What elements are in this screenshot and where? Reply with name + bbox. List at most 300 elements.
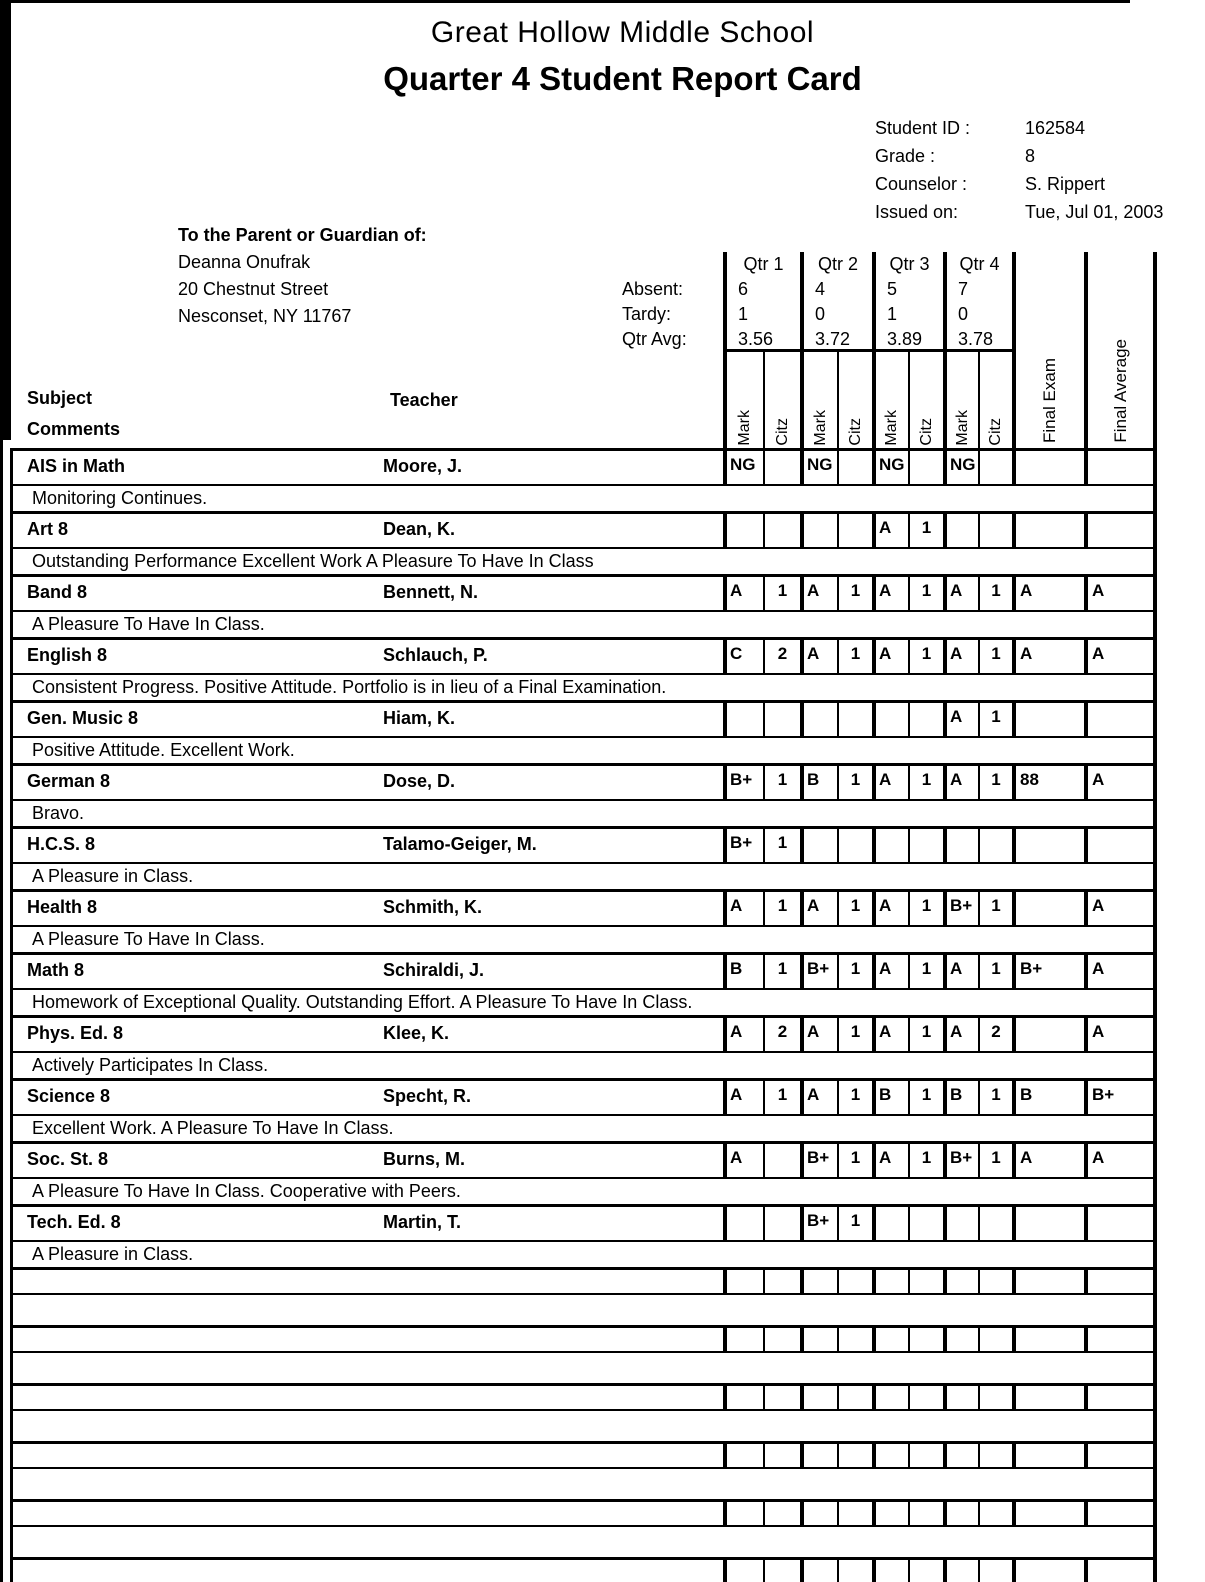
final-average-label: Final Average xyxy=(1110,339,1130,443)
q1-mark-cell xyxy=(723,703,763,736)
comment-row xyxy=(13,925,1153,952)
marks-grid xyxy=(723,892,1153,925)
q4-mark-cell xyxy=(943,829,978,862)
q4-mark-cell: A xyxy=(943,955,978,988)
final-exam-cell xyxy=(1012,1560,1084,1582)
q3-mark-cell: A xyxy=(872,892,908,925)
q3-mark-cell xyxy=(872,703,908,736)
final-exam-cell xyxy=(1012,703,1084,736)
q2-mark-cell: A xyxy=(800,1081,837,1114)
q2-citz-header xyxy=(837,352,872,448)
q4-mark-cell xyxy=(943,1502,978,1525)
teacher-cell: Klee, K. xyxy=(383,1023,450,1043)
q1-citz-cell: 1 xyxy=(763,577,800,610)
final-exam-label: Final Exam xyxy=(1040,357,1059,443)
q2-citz-cell: 1 xyxy=(837,892,872,925)
q3-mark-cell xyxy=(872,1207,908,1240)
marks-grid xyxy=(723,1386,1153,1409)
q1-citz-cell: 1 xyxy=(763,766,800,799)
subject-cell: AIS in Math xyxy=(27,456,125,476)
q1-citz-cell: 1 xyxy=(763,892,800,925)
q4-citz-cell: 1 xyxy=(978,577,1012,610)
table-row xyxy=(13,763,1153,799)
q1-citz-cell: 2 xyxy=(763,640,800,673)
comment-row xyxy=(13,610,1153,637)
q3-mark-cell: A xyxy=(872,766,908,799)
table-row xyxy=(13,1383,1153,1409)
q2-citz-cell: 1 xyxy=(837,1081,872,1114)
comment-row xyxy=(13,547,1153,574)
q1-citz-cell xyxy=(763,1560,800,1582)
q3-citz-cell xyxy=(908,451,943,484)
q1-mark-cell: A xyxy=(723,577,763,610)
marks-grid xyxy=(723,1328,1153,1351)
q1-mark-cell: B xyxy=(723,955,763,988)
q1-citz-cell xyxy=(763,1444,800,1467)
q3-mark-cell: NG xyxy=(872,451,908,484)
final-exam-cell: A xyxy=(1012,1144,1084,1177)
subject-cell: Health 8 xyxy=(27,897,98,917)
comment-text: A Pleasure To Have In Class. xyxy=(32,929,265,949)
final-average-cell xyxy=(1084,1444,1153,1467)
teacher-cell: Schiraldi, J. xyxy=(383,960,485,980)
q2-citz-cell xyxy=(837,1328,872,1351)
q4-mark-cell: B+ xyxy=(943,892,978,925)
q3-mark-cell xyxy=(872,1502,908,1525)
comment-row xyxy=(13,1467,1153,1499)
final-exam-cell: B+ xyxy=(1012,955,1084,988)
counselor-label: Counselor : xyxy=(875,174,968,194)
q2-mark-cell xyxy=(800,829,837,862)
tardy-label: Tardy: xyxy=(622,304,672,324)
table-row xyxy=(13,1267,1153,1293)
marks-grid xyxy=(723,1018,1153,1051)
q3-citz-cell: 1 xyxy=(908,1018,943,1051)
q4-citz-cell xyxy=(978,1444,1012,1467)
comment-text: A Pleasure To Have In Class. xyxy=(32,614,265,634)
issued-row xyxy=(875,202,1163,230)
q2-mark-cell: A xyxy=(800,577,837,610)
teacher-cell: Dose, D. xyxy=(383,771,456,791)
final-average-cell xyxy=(1084,1560,1153,1582)
q4-citz-cell: 2 xyxy=(978,1018,1012,1051)
absent-label: Absent: xyxy=(622,279,684,299)
marks-grid xyxy=(723,829,1153,862)
recipient-heading: To the Parent or Guardian of: xyxy=(178,225,427,245)
marks-grid xyxy=(723,1270,1153,1293)
q1-mark-cell: A xyxy=(723,1018,763,1051)
issued-label: Issued on: xyxy=(875,202,959,222)
comment-row xyxy=(13,1525,1153,1557)
recipient-name: Deanna Onufrak xyxy=(178,252,311,272)
q3-citz-cell xyxy=(908,1444,943,1467)
final-average-cell: A xyxy=(1084,1018,1153,1051)
subject-cell: German 8 xyxy=(27,771,111,791)
recipient-address-line1: 20 Chestnut Street xyxy=(178,279,329,299)
table-row xyxy=(13,1557,1153,1582)
q2-mark-cell: B+ xyxy=(800,955,837,988)
teacher-cell: Burns, M. xyxy=(383,1149,466,1169)
q2-citz-cell: 1 xyxy=(837,1144,872,1177)
q3-mark-cell xyxy=(872,829,908,862)
q3-citz-cell xyxy=(908,1328,943,1351)
q3-mark-cell: A xyxy=(872,640,908,673)
q4-mark-cell xyxy=(943,1444,978,1467)
q1-citz-cell: 1 xyxy=(763,1081,800,1114)
table-row xyxy=(13,826,1153,862)
citz-label: Citz xyxy=(917,418,935,446)
subject-cell: Science 8 xyxy=(27,1086,111,1106)
student-id-label: Student ID : xyxy=(875,118,971,138)
final-average-cell: A xyxy=(1084,766,1153,799)
grades-header-grid xyxy=(723,252,1157,448)
student-info-block xyxy=(875,118,1163,230)
student-id-value: 162584 xyxy=(1025,118,1086,138)
marks-grid xyxy=(723,766,1153,799)
final-exam-cell: 88 xyxy=(1012,766,1084,799)
q1-citz-cell: 1 xyxy=(763,829,800,862)
quarter-1-avg: 3.56 xyxy=(738,329,774,349)
school-name: Great Hollow Middle School xyxy=(430,16,815,49)
q1-mark-cell: B+ xyxy=(723,829,763,862)
table-row xyxy=(13,637,1153,673)
q3-mark-cell: B xyxy=(872,1081,908,1114)
q1-mark-cell xyxy=(723,1502,763,1525)
q4-citz-cell: 1 xyxy=(978,640,1012,673)
recipient-address-line2: Nesconset, NY 11767 xyxy=(178,306,352,326)
q3-citz-header xyxy=(908,352,943,448)
teacher-cell: Schmith, K. xyxy=(383,897,483,917)
q1-citz-cell xyxy=(763,1207,800,1240)
table-row xyxy=(13,889,1153,925)
q4-citz-cell: 1 xyxy=(978,1081,1012,1114)
q4-citz-cell: 1 xyxy=(978,703,1012,736)
q3-mark-cell xyxy=(872,1560,908,1582)
comment-text: Positive Attitude. Excellent Work. xyxy=(32,740,295,760)
comment-row xyxy=(13,862,1153,889)
q4-mark-cell: A xyxy=(943,766,978,799)
quarter-2-absent: 4 xyxy=(815,279,826,299)
subject-cell: Gen. Music 8 xyxy=(27,708,139,728)
teacher-cell: Martin, T. xyxy=(383,1212,462,1232)
attendance-labels xyxy=(622,277,687,352)
q4-citz-cell xyxy=(978,514,1012,547)
q4-citz-cell: 1 xyxy=(978,892,1012,925)
final-average-cell: A xyxy=(1084,892,1153,925)
comment-text: Consistent Progress. Positive Attitude. Portfolio is in lieu of a Final Examination. xyxy=(32,677,667,697)
q3-citz-cell xyxy=(908,829,943,862)
q4-mark-cell: A xyxy=(943,577,978,610)
q2-mark-cell: A xyxy=(800,1018,837,1051)
comment-text: A Pleasure in Class. xyxy=(32,1244,194,1264)
quarter-3-absent: 5 xyxy=(887,279,898,299)
quarter-4-tardy: 0 xyxy=(958,304,969,324)
q2-citz-cell xyxy=(837,1386,872,1409)
q1-citz-cell xyxy=(763,703,800,736)
mark-label: Mark xyxy=(883,410,900,446)
q4-citz-cell xyxy=(978,1560,1012,1582)
final-exam-cell: A xyxy=(1012,640,1084,673)
subject-cell: Tech. Ed. 8 xyxy=(27,1212,121,1232)
table-row xyxy=(13,952,1153,988)
mark-label: Mark xyxy=(736,410,753,446)
comment-text: A Pleasure in Class. xyxy=(32,866,194,886)
quarter-3-label: Qtr 3 xyxy=(889,254,930,274)
q1-mark-cell: B+ xyxy=(723,766,763,799)
q1-citz-cell xyxy=(763,1386,800,1409)
q3-mark-cell xyxy=(872,1270,908,1293)
q3-citz-cell xyxy=(908,1207,943,1240)
q3-mark-cell: A xyxy=(872,955,908,988)
quarter-4-box xyxy=(943,252,1012,352)
q4-citz-cell xyxy=(978,1207,1012,1240)
q2-mark-cell xyxy=(800,1328,837,1351)
q4-mark-cell: A xyxy=(943,640,978,673)
q4-mark-cell: NG xyxy=(943,451,978,484)
q3-citz-cell: 1 xyxy=(908,955,943,988)
q2-citz-cell: 1 xyxy=(837,640,872,673)
q1-mark-cell xyxy=(723,1270,763,1293)
q1-mark-cell xyxy=(723,1560,763,1582)
marks-grid xyxy=(723,514,1153,547)
q1-citz-cell: 2 xyxy=(763,1018,800,1051)
table-row xyxy=(13,1141,1153,1177)
q2-mark-header xyxy=(800,352,837,448)
final-average-cell xyxy=(1084,451,1153,484)
q2-mark-cell: B xyxy=(800,766,837,799)
q4-citz-cell xyxy=(978,1502,1012,1525)
comment-text: Bravo. xyxy=(32,803,85,823)
final-exam-cell xyxy=(1012,1386,1084,1409)
quarter-3-box xyxy=(872,252,943,352)
final-exam-cell: B xyxy=(1012,1081,1084,1114)
comment-row xyxy=(13,1051,1153,1078)
quarter-3-tardy: 1 xyxy=(887,304,898,324)
q1-citz-cell: 1 xyxy=(763,955,800,988)
q3-citz-cell xyxy=(908,1502,943,1525)
scan-artifact-left-thin xyxy=(0,440,3,1582)
q2-mark-cell xyxy=(800,1386,837,1409)
final-exam-cell xyxy=(1012,1270,1084,1293)
comment-text: Outstanding Performance Excellent Work A Pleasure To Have In Class xyxy=(32,551,594,571)
subject-cell: Math 8 xyxy=(27,960,85,980)
table-row xyxy=(13,448,1153,484)
q2-citz-cell xyxy=(837,829,872,862)
q4-mark-cell xyxy=(943,1270,978,1293)
q3-citz-cell: 1 xyxy=(908,1144,943,1177)
subject-column-header: Subject xyxy=(27,388,93,408)
q4-citz-cell: 1 xyxy=(978,1144,1012,1177)
q4-citz-cell xyxy=(978,1328,1012,1351)
q2-citz-cell xyxy=(837,1444,872,1467)
qtr-avg-label: Qtr Avg: xyxy=(622,329,687,349)
teacher-cell: Dean, K. xyxy=(383,519,456,539)
q2-citz-cell xyxy=(837,1270,872,1293)
q2-mark-cell xyxy=(800,1502,837,1525)
comment-row xyxy=(13,1177,1153,1204)
teacher-cell: Talamo-Geiger, M. xyxy=(383,834,537,854)
teacher-cell: Hiam, K. xyxy=(383,708,456,728)
q1-citz-header xyxy=(763,352,800,448)
q2-mark-cell: A xyxy=(800,892,837,925)
comment-row xyxy=(13,988,1153,1015)
student-id-row xyxy=(875,118,1163,146)
table-row xyxy=(13,574,1153,610)
grade-value: 8 xyxy=(1025,146,1036,166)
citz-label: Citz xyxy=(773,418,791,446)
q2-mark-cell xyxy=(800,1444,837,1467)
q1-citz-cell xyxy=(763,451,800,484)
comment-row xyxy=(13,799,1153,826)
table-row xyxy=(13,700,1153,736)
subject-cell: Phys. Ed. 8 xyxy=(27,1023,124,1043)
comments-column-header: Comments xyxy=(27,419,121,439)
comment-text: Excellent Work. A Pleasure To Have In Class. xyxy=(32,1118,394,1138)
q4-citz-cell xyxy=(978,1386,1012,1409)
grade-label: Grade : xyxy=(875,146,936,166)
marks-grid xyxy=(723,1144,1153,1177)
subject-cell: H.C.S. 8 xyxy=(27,834,96,854)
q3-citz-cell: 1 xyxy=(908,766,943,799)
q4-mark-cell: B xyxy=(943,1081,978,1114)
marks-grid xyxy=(723,451,1153,484)
q3-mark-cell: A xyxy=(872,514,908,547)
final-average-cell xyxy=(1084,829,1153,862)
q3-mark-cell xyxy=(872,1444,908,1467)
final-exam-cell: A xyxy=(1012,577,1084,610)
teacher-cell: Specht, R. xyxy=(383,1086,472,1106)
final-exam-cell xyxy=(1012,1502,1084,1525)
final-exam-cell xyxy=(1012,1207,1084,1240)
subject-cell: Band 8 xyxy=(27,582,88,602)
q2-citz-cell: 1 xyxy=(837,1207,872,1240)
grades-table-body xyxy=(10,448,1157,1582)
citz-label: Citz xyxy=(846,418,864,446)
final-exam-column-header xyxy=(1012,252,1084,448)
quarter-1-label: Qtr 1 xyxy=(743,254,784,274)
final-average-cell xyxy=(1084,703,1153,736)
comment-row xyxy=(13,673,1153,700)
comment-text: Monitoring Continues. xyxy=(32,488,208,508)
final-average-cell: A xyxy=(1084,577,1153,610)
marks-grid xyxy=(723,703,1153,736)
table-row xyxy=(13,1441,1153,1467)
q3-citz-cell xyxy=(908,1270,943,1293)
quarter-1-absent: 6 xyxy=(738,279,749,299)
quarter-1-box xyxy=(723,252,800,352)
comment-row xyxy=(13,484,1153,511)
marks-grid xyxy=(723,1560,1153,1582)
q2-citz-cell xyxy=(837,451,872,484)
quarter-2-label: Qtr 2 xyxy=(817,254,858,274)
q1-mark-cell xyxy=(723,1207,763,1240)
final-average-cell: A xyxy=(1084,955,1153,988)
q1-citz-cell xyxy=(763,1144,800,1177)
grade-row xyxy=(875,146,1163,174)
q2-citz-cell xyxy=(837,1560,872,1582)
q1-mark-cell: NG xyxy=(723,451,763,484)
q4-mark-cell xyxy=(943,1328,978,1351)
marks-grid xyxy=(723,955,1153,988)
q3-citz-cell xyxy=(908,703,943,736)
quarter-2-box xyxy=(800,252,872,352)
comment-row xyxy=(13,736,1153,763)
q2-mark-cell xyxy=(800,703,837,736)
q3-citz-cell: 1 xyxy=(908,640,943,673)
comment-text: Homework of Exceptional Quality. Outstanding Effort. A Pleasure To Have In Class. xyxy=(32,992,693,1012)
marks-grid xyxy=(723,1081,1153,1114)
q2-citz-cell xyxy=(837,703,872,736)
q3-mark-cell: A xyxy=(872,1144,908,1177)
q1-mark-cell xyxy=(723,514,763,547)
comment-text: A Pleasure To Have In Class. Cooperative with Peers. xyxy=(32,1181,461,1201)
q3-mark-cell: A xyxy=(872,577,908,610)
teacher-cell: Bennett, N. xyxy=(383,582,479,602)
q4-mark-cell xyxy=(943,1207,978,1240)
comment-row xyxy=(13,1409,1153,1441)
table-row xyxy=(13,1499,1153,1525)
table-row xyxy=(13,1325,1153,1351)
comment-row xyxy=(13,1240,1153,1267)
final-exam-cell xyxy=(1012,514,1084,547)
q3-mark-header xyxy=(872,352,908,448)
final-average-cell xyxy=(1084,1328,1153,1351)
citz-label: Citz xyxy=(987,418,1004,446)
q4-mark-header xyxy=(943,352,978,448)
q2-citz-cell: 1 xyxy=(837,1018,872,1051)
mark-label: Mark xyxy=(811,410,829,446)
q1-mark-cell: A xyxy=(723,892,763,925)
final-exam-cell xyxy=(1012,829,1084,862)
q4-citz-cell xyxy=(978,829,1012,862)
mark-label: Mark xyxy=(953,410,971,446)
q4-mark-cell: B+ xyxy=(943,1144,978,1177)
q3-citz-cell xyxy=(908,1386,943,1409)
q1-citz-cell xyxy=(763,1328,800,1351)
q3-mark-cell xyxy=(872,1328,908,1351)
teacher-cell: Schlauch, P. xyxy=(383,645,488,665)
q1-mark-cell xyxy=(723,1386,763,1409)
final-average-cell: A xyxy=(1084,640,1153,673)
subject-cell: English 8 xyxy=(27,645,108,665)
q1-mark-cell xyxy=(723,1328,763,1351)
counselor-row xyxy=(875,174,1163,202)
q4-citz-header xyxy=(978,352,1012,448)
table-row xyxy=(13,1204,1153,1240)
q4-citz-cell: 1 xyxy=(978,766,1012,799)
final-average-cell xyxy=(1084,1502,1153,1525)
final-exam-cell xyxy=(1012,451,1084,484)
q3-citz-cell: 1 xyxy=(908,892,943,925)
q1-citz-cell xyxy=(763,1270,800,1293)
quarter-3-avg: 3.89 xyxy=(887,329,923,349)
final-average-cell xyxy=(1084,514,1153,547)
teacher-cell: Moore, J. xyxy=(383,456,463,476)
table-row xyxy=(13,511,1153,547)
q3-citz-cell xyxy=(908,1560,943,1582)
final-exam-cell xyxy=(1012,892,1084,925)
marks-grid xyxy=(723,640,1153,673)
quarter-4-absent: 7 xyxy=(958,279,969,299)
table-row xyxy=(13,1015,1153,1051)
recipient-block xyxy=(178,222,427,330)
q2-mark-cell: B+ xyxy=(800,1144,837,1177)
final-average-cell xyxy=(1084,1207,1153,1240)
quarter-4-avg: 3.78 xyxy=(958,329,994,349)
scan-artifact-top xyxy=(0,0,1130,3)
subject-cell: Art 8 xyxy=(27,519,69,539)
table-row xyxy=(13,1078,1153,1114)
